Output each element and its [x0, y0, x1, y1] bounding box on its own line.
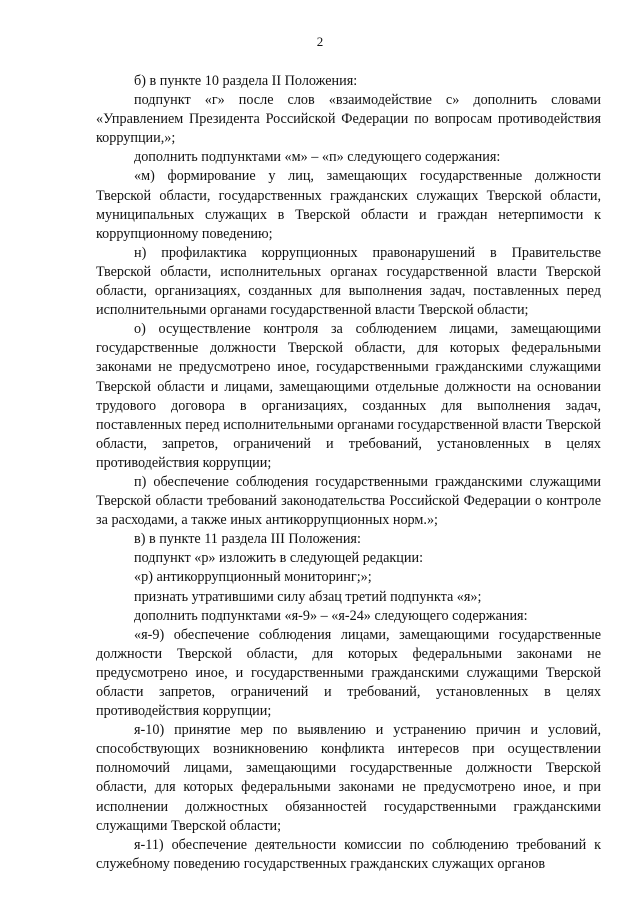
paragraph-r: «р) антикоррупционный мониторинг;»;: [134, 569, 372, 586]
paragraph-subitem-g: подпункт «г» после слов «взаимодействие с» дополнить словами «Управлением Президента Российской Федерации по вопросам противодействия коррупции,»;: [96, 92, 601, 147]
paragraph-n: н) профилактика коррупционных правонарушений в Правительстве Тверской области, исполнительных органах государственной власти Тверской области, организациях, созданных для выполнения задач, поставленных перед исполнительными органами государственной власти Тверской области;: [96, 244, 601, 319]
paragraph-add-ya: дополнить подпунктами «я-9» – «я-24» следующего содержания:: [134, 607, 528, 624]
paragraph-subitem-r: подпункт «р» изложить в следующей редакции:: [134, 550, 424, 567]
paragraph-item-v: в) в пункте 11 раздела III Положения:: [134, 531, 361, 548]
paragraph-p: п) обеспечение соблюдения государственными гражданскими служащими Тверской области требований законодательства Российской Федерации о контроле за расходами, а также иных антикоррупционных норм.»;: [96, 473, 601, 529]
document-body: [96, 72, 601, 874]
paragraph-ya-9: «я-9) обеспечение соблюдения лицами, замещающими государственные должности Тверской области, для которых федеральными законами не предусмотрено иное, и государственными гражданскими служащими Тверской области запретов, ограничений и требований, установленных в целях противодействия коррупции;: [96, 626, 601, 720]
page-number: 2: [316, 34, 324, 49]
paragraph-add-m-p: дополнить подпунктами «м» – «п» следующего содержания:: [134, 149, 501, 166]
paragraph-ya-10: я-10) принятие мер по выявлению и устранению причин и условий, способствующих возникновению конфликта интересов при осуществлении полномочий лицами, замещающими государственные должности Тверской области, для которых федеральными законами не предусмотрено иное, и при исполнении должностных обязанностей государственными гражданскими служащими Тверской области;: [96, 722, 601, 834]
paragraph-repeal: признать утратившими силу абзац третий подпункта «я»;: [134, 588, 482, 605]
paragraph-ya-11: я-11) обеспечение деятельности комиссии по соблюдению требований к служебному поведению государственных гражданских служащих органов: [96, 836, 601, 872]
paragraph-o: о) осуществление контроля за соблюдением лицами, замещающими государственные должности Тверской области, для которых федеральными законами не предусмотрено иное, государственными гражданскими служащими Тверской области и лицами, замещающими отдельные должности на основании трудового договора в организациях, созданных для выполнения задач, поставленных перед исполнительными органами государственной власти Тверской области, запретов, ограничений и требований, установленных в целях противодействия коррупции;: [96, 321, 601, 471]
paragraph-item-b: б) в пункте 10 раздела II Положения:: [134, 73, 358, 89]
paragraph-m: «м) формирование у лиц, замещающих государственные должности Тверской области, государственных гражданских служащих Тверской области, муниципальных служащих в Тверской области и граждан нетерпимости к коррупционному поведению;: [96, 168, 601, 242]
